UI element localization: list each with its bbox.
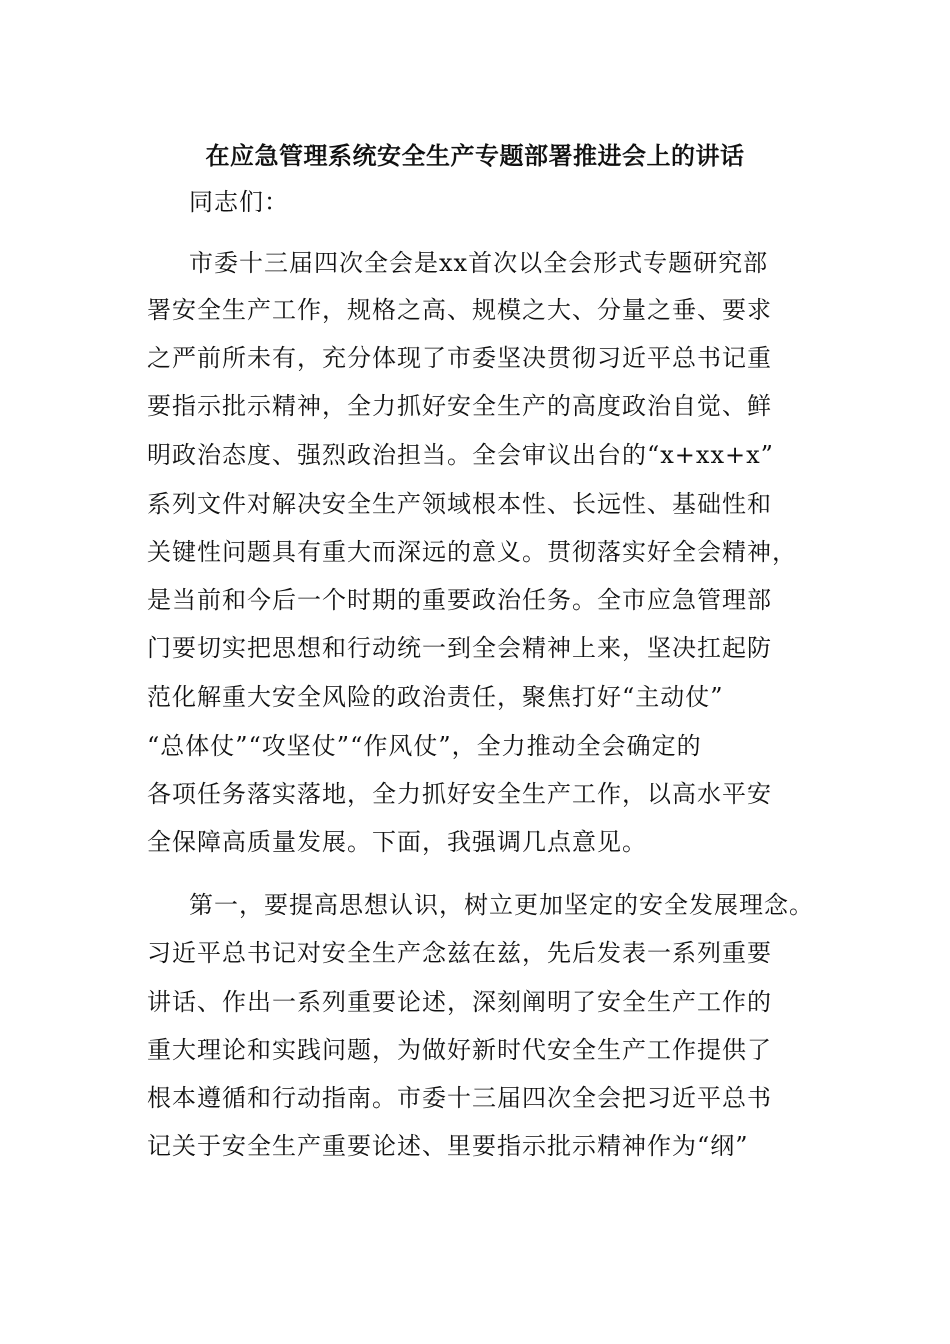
paragraph-line: 范化解重大安全风险的政治责任，聚焦打好“主动仗” xyxy=(147,683,724,711)
paragraph-line: 市委十三届四次全会是xx首次以全会形式专题研究部 xyxy=(189,249,769,277)
document-title: 在应急管理系统安全生产专题部署推进会上的讲话 xyxy=(205,141,745,170)
paragraph-line: 署安全生产工作，规格之高、规模之大、分量之垂、要求 xyxy=(147,296,772,324)
paragraph-line: 根本遵循和行动指南。市委十三届四次全会把习近平总书 xyxy=(147,1084,772,1112)
salutation: 同志们： xyxy=(189,188,289,216)
paragraph-line: 记关于安全生产重要论述、里要指示批示精神作为“纲” xyxy=(147,1132,749,1160)
paragraph-line: 是当前和今后一个时期的重要政治任务。全市应急管理部 xyxy=(147,586,772,614)
paragraph-line: 之严前所未有，充分体现了市委坚决贯彻习近平总书记重 xyxy=(147,344,772,372)
paragraph-line: 讲话、作出一系列重要论述，深刻阐明了安全生产工作的 xyxy=(147,988,772,1016)
paragraph-line: 全保障高质量发展。下面，我强调几点意见。 xyxy=(147,828,647,856)
paragraph-line: 关键性问题具有重大而深远的意义。贯彻落实好全会精神， xyxy=(147,538,797,566)
paragraph-line: 系列文件对解决安全生产领域根本性、长远性、基础性和 xyxy=(147,490,772,518)
paragraph-line: 重大理论和实践问题，为做好新时代安全生产工作提供了 xyxy=(147,1036,772,1064)
paragraph-line: 要指示批示精神，全力抓好安全生产的高度政治自觉、鲜 xyxy=(147,392,772,420)
paragraph-line: “总体仗”“攻坚仗”“作风仗”，全力推动全会确定的 xyxy=(147,732,702,760)
paragraph-line: 第一，要提高思想认识，树立更加坚定的安全发展理念。 xyxy=(189,891,814,919)
paragraph-line: 各项任务落实落地，全力抓好安全生产工作，以高水平安 xyxy=(147,780,772,808)
paragraph-line: 明政治态度、强烈政治担当。全会审议出台的“x+xx+x” xyxy=(147,441,774,469)
paragraph-line: 习近平总书记对安全生产念兹在兹，先后发表一系列重要 xyxy=(147,939,772,967)
paragraph-line: 门要切实把思想和行动统一到全会精神上来，坚决扛起防 xyxy=(147,634,772,662)
